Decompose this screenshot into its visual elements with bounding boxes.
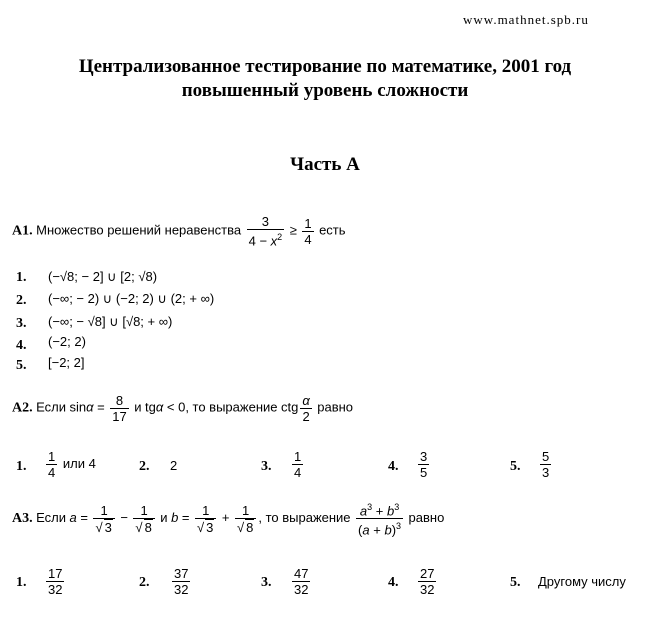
question-a1: А1. Множество решений неравенства $\frac{3}{4 - x^2}$ ≥ $\frac{1}{4}$ есть <box>12 214 346 249</box>
option-value: $\frac{1}{4}$ <box>294 449 302 480</box>
option-number: 3. <box>261 459 272 474</box>
text-if: Если <box>36 510 66 526</box>
text-then: , то выражение <box>185 399 278 415</box>
option-number: 1. <box>16 459 27 474</box>
option-number: 5. <box>16 358 27 373</box>
question-label: А3. <box>12 511 33 527</box>
option-number: 3. <box>261 575 272 590</box>
option-number: 2. <box>16 293 27 308</box>
option-number: 1. <box>16 270 27 285</box>
text-and: и <box>134 399 142 415</box>
question-label: А2. <box>12 400 33 416</box>
fraction: $\frac{3}{4 - x^2}$ <box>248 214 283 249</box>
option-text: (−2; 2) <box>48 334 86 349</box>
question-suffix: есть <box>319 222 346 238</box>
site-url: www.mathnet.spb.ru <box>463 12 589 27</box>
question-label: А1. <box>12 223 33 239</box>
fraction: 1 √ 3 <box>93 503 114 535</box>
question-a3: А3. Если a = 1 √ 3 − 1 √ 8 и b = 1 √ 3 + 1 √ 8 , то выражение $\frac{a^3 + b^3}{(a + b)^3}$ равно <box>12 500 444 538</box>
option-text: (−∞; − 2) ∪ (−2; 2) ∪ (2; + ∞) <box>48 291 215 306</box>
option-value: $\frac{3}{5}$ <box>420 449 428 480</box>
option-extra: или 4 <box>62 455 96 471</box>
fraction: $\frac{a^3 + b^3}{(a + b)^3}$ <box>358 502 402 538</box>
option-value: $\frac{1}{4}$ или 4 <box>48 449 96 480</box>
text-equals: равно <box>317 399 354 415</box>
fraction: 1 √ 3 <box>195 503 216 535</box>
fraction: 1 √ 8 <box>133 503 154 535</box>
document-subtitle: повышенный уровень сложности <box>181 80 469 101</box>
text-equals: равно <box>408 510 445 526</box>
fraction: $\frac{\alpha}{2}$ <box>302 393 310 424</box>
question-a2: А2. Если sinα = $\frac{8}{17}$ и tgα < 0, то выражение ctg $\frac{\alpha}{2}$ равно <box>12 393 354 424</box>
fraction: $\frac{8}{17}$ <box>112 393 127 424</box>
option-value: $\frac{5}{3}$ <box>542 449 550 480</box>
text-and: и <box>160 510 168 526</box>
option-number: 5. <box>510 575 521 590</box>
option-number: 3. <box>16 316 27 331</box>
option-number: 5. <box>510 459 521 474</box>
fraction: $\frac{1}{4}$ <box>304 215 312 247</box>
option-text: [−2; 2] <box>48 355 85 370</box>
option-value: $\frac{17}{32}$ <box>48 566 63 597</box>
option-number: 2. <box>139 575 150 590</box>
option-number: 4. <box>388 575 399 590</box>
option-value: $\frac{37}{32}$ <box>174 566 189 597</box>
part-heading: Часть А <box>290 154 360 175</box>
option-value: $\frac{27}{32}$ <box>420 566 435 597</box>
option-value: Другому числу <box>538 574 626 589</box>
document-title: Централизованное тестирование по математике, 2001 год <box>78 56 572 77</box>
option-text: (−∞; − √8] ∪ [√8; + ∞) <box>48 314 173 329</box>
option-number: 2. <box>139 459 150 474</box>
fraction: 1 √ 8 <box>235 503 256 535</box>
text-then: , то выражение <box>258 510 351 526</box>
option-value: 2 <box>170 458 178 473</box>
option-value: $\frac{47}{32}$ <box>294 566 309 597</box>
option-text: (−√8; − 2] ∪ [2; √8) <box>48 269 158 284</box>
option-number: 1. <box>16 575 27 590</box>
option-number: 4. <box>388 459 399 474</box>
option-number: 4. <box>16 338 27 353</box>
question-text: Множество решений неравенства <box>36 222 242 238</box>
text-if: Если <box>36 399 66 415</box>
